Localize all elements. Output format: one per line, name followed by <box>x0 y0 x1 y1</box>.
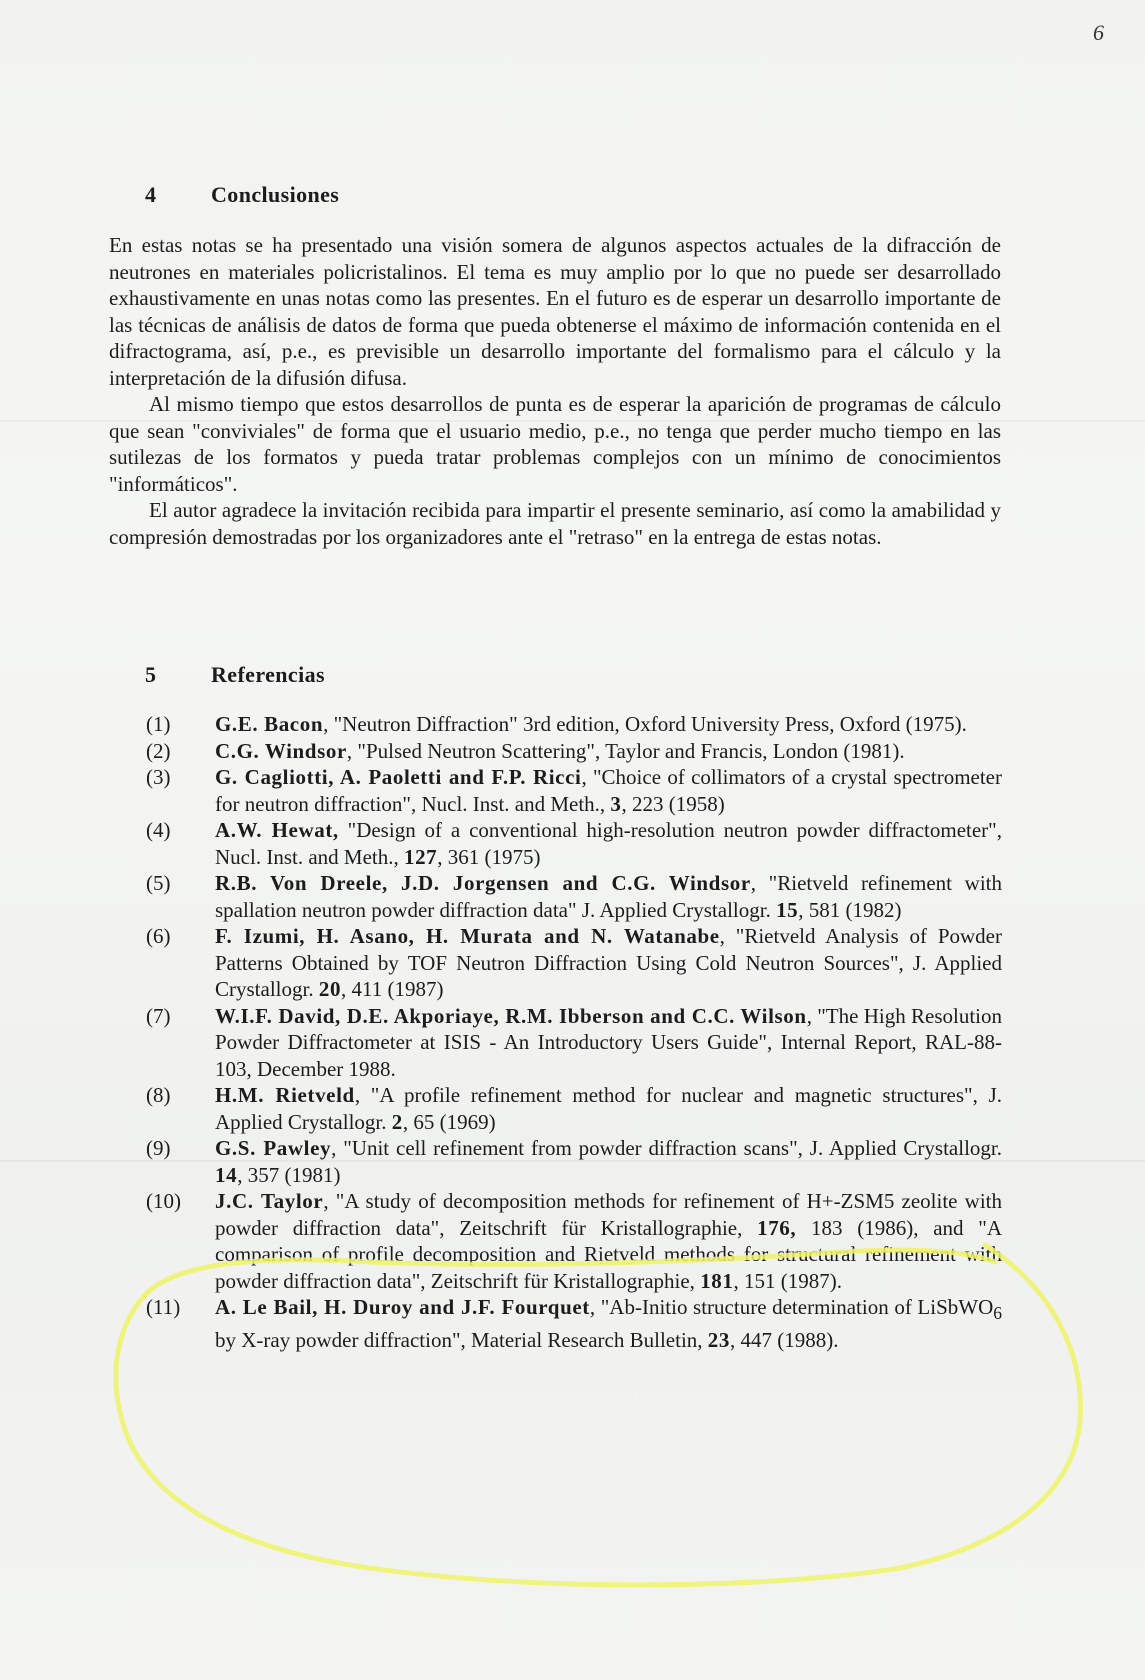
reference-number: (8) <box>146 1083 171 1107</box>
reference-volume: 23 <box>707 1327 730 1352</box>
reference-authors: G.E. Bacon <box>215 712 324 736</box>
section-title: Conclusiones <box>211 182 340 207</box>
reference-details: , "The High Resolution Powder Diffractometer at ISIS - An Introductory Users Guide", Internal Report, RAL-88-103, December 1988. <box>215 1003 1002 1081</box>
reference-number: (10) <box>146 1189 181 1213</box>
handwritten-page-number: 6 <box>1093 20 1104 45</box>
reference-volume: 3 <box>610 791 622 816</box>
reference-number: (4) <box>146 818 171 842</box>
reference-pages: , 223 (1958) <box>621 791 725 816</box>
reference-item <box>146 817 1002 870</box>
reference-authors: W.I.F. David, D.E. Akporiaye, R.M. Ibberson and C.C. Wilson <box>215 1003 807 1028</box>
reference-number: (11) <box>146 1295 181 1319</box>
reference-details: , "A profile refinement method for nuclear and magnetic structures", J. Applied Crystallogr. <box>215 1083 1002 1134</box>
reference-number: (7) <box>146 1003 171 1028</box>
reference-pages: , 581 (1982) <box>798 897 902 922</box>
reference-item <box>146 1294 1002 1353</box>
reference-item <box>146 738 1002 765</box>
reference-details: , "Neutron Diffraction" 3rd edition, Oxford University Press, Oxford (1975). <box>323 712 967 736</box>
reference-authors: G.S. Pawley <box>215 1136 332 1160</box>
reference-authors: J.C. Taylor <box>215 1189 324 1213</box>
reference-item <box>146 870 1002 923</box>
reference-details: , "Ab-Initio structure determination of LiSbWO <box>589 1295 994 1319</box>
reference-details: , "Choice of collimators of a crystal spectrometer for neutron diffraction", Nucl. Inst. and Meth., <box>215 765 1002 816</box>
reference-details: , "Pulsed Neutron Scattering", Taylor and Francis, London (1981). <box>346 738 905 763</box>
reference-details: 183 (1986), and "A comparison of profile decomposition and Rietveld methods for structural refinement with powder diffraction data", Zeitschrift für Kristallographie, <box>215 1215 1003 1293</box>
reference-item <box>146 1135 1002 1188</box>
reference-volume: 181 <box>700 1268 734 1293</box>
reference-authors: A.W. Hewat, <box>215 818 339 842</box>
reference-volume: 127 <box>403 844 438 869</box>
reference-authors: F. Izumi, H. Asano, H. Murata and N. Watanabe <box>215 924 720 948</box>
reference-item <box>146 923 1002 1003</box>
reference-number: (6) <box>146 924 171 948</box>
reference-volume: 20 <box>318 977 342 1001</box>
reference-item <box>146 764 1002 817</box>
reference-authors: H.M. Rietveld <box>215 1083 355 1107</box>
reference-volume: 14 <box>215 1162 238 1187</box>
reference-pages: , 361 (1975) <box>437 844 541 869</box>
reference-item <box>146 1003 1002 1083</box>
reference-number: (3) <box>146 765 171 789</box>
reference-details: , "Rietveld Analysis of Powder Patterns Obtained by TOF Neutron Diffraction Using Cold Neutron Sources", J. Applied Crystallogr. <box>215 924 1002 1001</box>
reference-details: "Design of a conventional high-resolution neutron powder diffractometer", Nucl. Inst. and Meth., <box>215 818 1002 869</box>
reference-volume: 2 <box>391 1109 403 1134</box>
reference-number: (1) <box>146 712 171 736</box>
conclusions-body <box>109 232 1001 550</box>
reference-pages: , 151 (1987). <box>733 1268 842 1293</box>
section-heading-references <box>145 662 325 688</box>
reference-number: (2) <box>146 738 171 763</box>
reference-pages: , 65 (1969) <box>402 1109 496 1134</box>
reference-pages: , 447 (1988). <box>729 1327 839 1352</box>
paragraph: En estas notas se ha presentado una visión somera de algunos aspectos actuales de la difracción de neutrones en materiales policristalinos. El tema es muy amplio por lo que no puede ser desarrollado exhaustivamente en unas notas como las presentes. En el futuro es de esperar un desarrollo importante de las técnicas de análisis de datos de forma que pueda obtenerse el máximo de información contenida en el difractograma, así, p.e., es previsible un desarrollo importante del formalismo para el cálculo y la interpretación de la difusión difusa. <box>109 233 1001 390</box>
reference-authors: R.B. Von Dreele, J.D. Jorgensen and C.G. Windsor <box>215 871 751 895</box>
reference-list <box>146 711 1002 1353</box>
reference-authors: G. Cagliotti, A. Paoletti and F.P. Ricci <box>215 765 582 789</box>
reference-item <box>146 711 1002 738</box>
reference-item <box>146 1082 1002 1135</box>
reference-item <box>146 1188 1002 1294</box>
paragraph: Al mismo tiempo que estos desarrollos de punta es de esperar la aparición de programas de cálculo que sean "conviviales" de forma que el usuario medio, p.e., no tenga que perder mucho tiempo en las sutilezas de los formatos y pueda tratar problemas complejos con un mínimo de conocimientos "informáticos". <box>109 392 1001 496</box>
reference-volume: 15 <box>776 897 799 922</box>
reference-volume: 176, <box>757 1215 797 1240</box>
reference-details: , "Rietveld refinement with spallation neutron powder diffraction data" J. Applied Crystallogr. <box>215 871 1002 922</box>
section-number: 4 <box>145 182 157 207</box>
reference-number: (5) <box>146 871 171 895</box>
paragraph: El autor agradece la invitación recibida para impartir el presente seminario, así como la amabilidad y compresión demostradas por los organizadores ante el "retraso" en la entrega de estas notas. <box>109 498 1001 549</box>
section-title: Referencias <box>211 662 325 687</box>
reference-pages: , 357 (1981) <box>237 1162 341 1187</box>
reference-authors: C.G. Windsor <box>215 738 347 763</box>
section-number: 5 <box>145 662 157 687</box>
reference-details: , "A study of decomposition methods for refinement of H+-ZSM5 zeolite with powder diffraction data", Zeitschrift für Kristallographie, <box>215 1189 1003 1240</box>
reference-details: by X-ray powder diffraction", Material Research Bulletin, <box>215 1327 708 1352</box>
section-heading-conclusions <box>145 182 339 208</box>
reference-number: (9) <box>146 1136 171 1160</box>
reference-authors: A. Le Bail, H. Duroy and J.F. Fourquet <box>215 1295 590 1319</box>
chemical-subscript: 6 <box>993 1303 1002 1324</box>
reference-pages: , 411 (1987) <box>341 977 444 1001</box>
reference-details: , "Unit cell refinement from powder diffraction scans", J. Applied Crystallogr. <box>331 1136 1002 1160</box>
